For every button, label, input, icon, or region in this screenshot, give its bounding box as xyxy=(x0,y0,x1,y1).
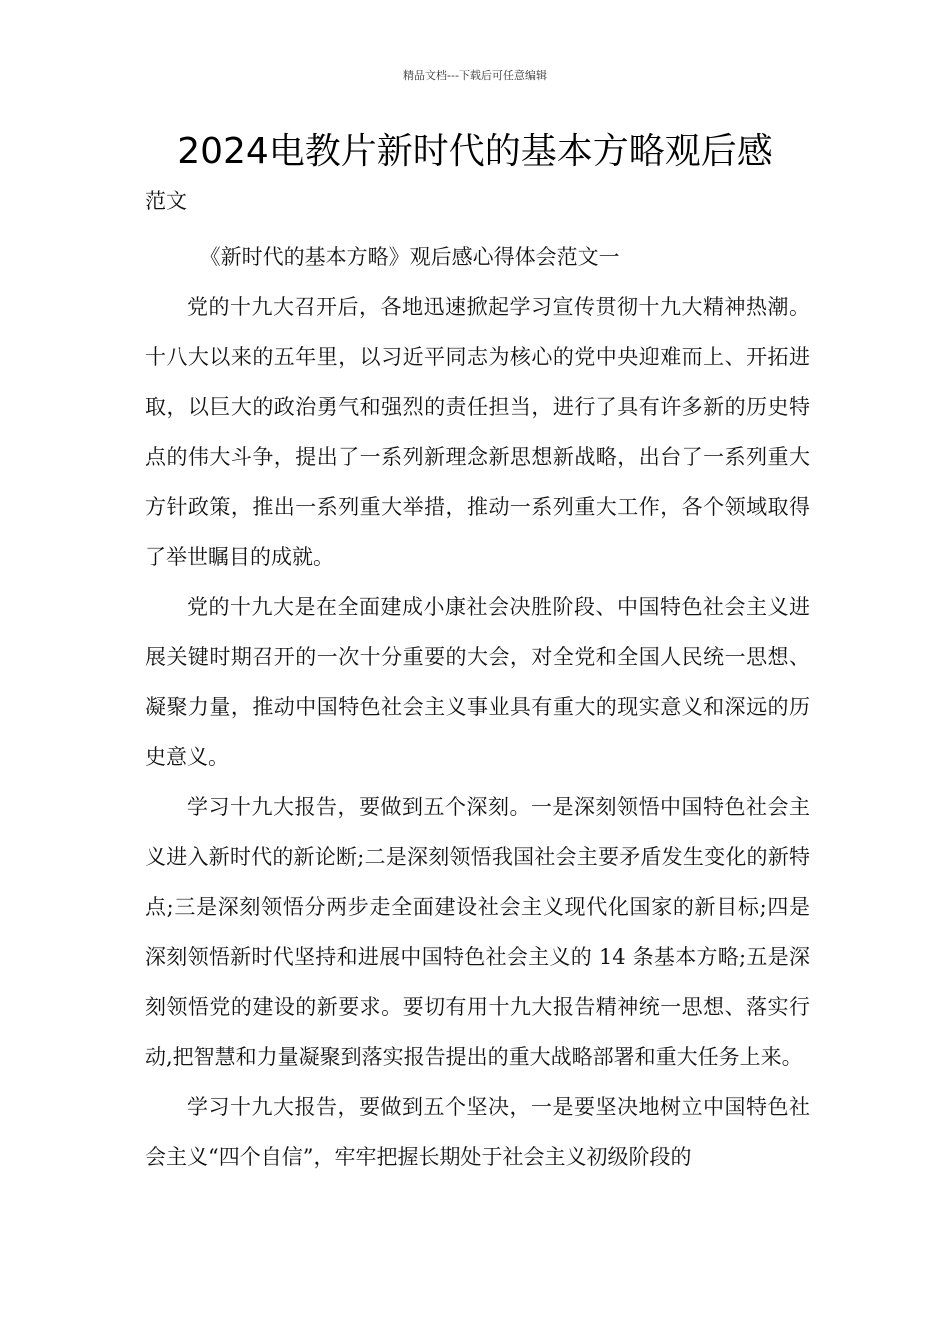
header-note: 精品文档---下载后可任意编辑 xyxy=(403,69,547,82)
document-title: 2024电教片新时代的基本方略观后感 xyxy=(177,131,773,172)
paragraph: 党的十九大召开后，各地迅速掀起学习宣传贯彻十九大精神热潮。十八大以来的五年里，以习近平同志为核心的党中央迎难而上、开拓进取，以巨大的政治勇气和强烈的责任担当，进行了具有许多新的历史特点的伟大斗争，提出了一系列新理念新思想新战略，出台了一系列重大方针政策，推出一系列重大举措，推动一系列重大工作，各个领域取得了举世瞩目的成就。 xyxy=(145,295,810,569)
document-body xyxy=(145,232,810,1182)
paragraph: 党的十九大是在全面建成小康社会决胜阶段、中国特色社会主义进展关键时期召开的一次十分重要的大会，对全党和全国人民统一思想、凝聚力量，推动中国特色社会主义事业具有重大的现实意义和深远的历史意义。 xyxy=(145,595,810,769)
paragraph: 学习十九大报告，要做到五个深刻。一是深刻领悟中国特色社会主义进入新时代的新论断;二是深刻领悟我国社会主要矛盾发生变化的新特点;三是深刻领悟分两步走全面建设社会主义现代化国家的新目标;四是深刻领悟新时代坚持和进展中国特色社会主义的 14 条基本方略;五是深刻领悟党的建设的新要求。要切有用十九大报告精神统一思想、落实行动,把智慧和力量凝聚到落实报告提出的重大战略部署和重大任务上来。 xyxy=(145,795,810,1069)
document-title-continuation: 范文 xyxy=(145,189,187,213)
section-heading: 《新时代的基本方略》观后感心得体会范文一 xyxy=(199,245,620,269)
paragraph: 学习十九大报告，要做到五个坚决，一是要坚决地树立中国特色社会主义“四个自信”，牢牢把握长期处于社会主义初级阶段的 xyxy=(145,1095,810,1169)
